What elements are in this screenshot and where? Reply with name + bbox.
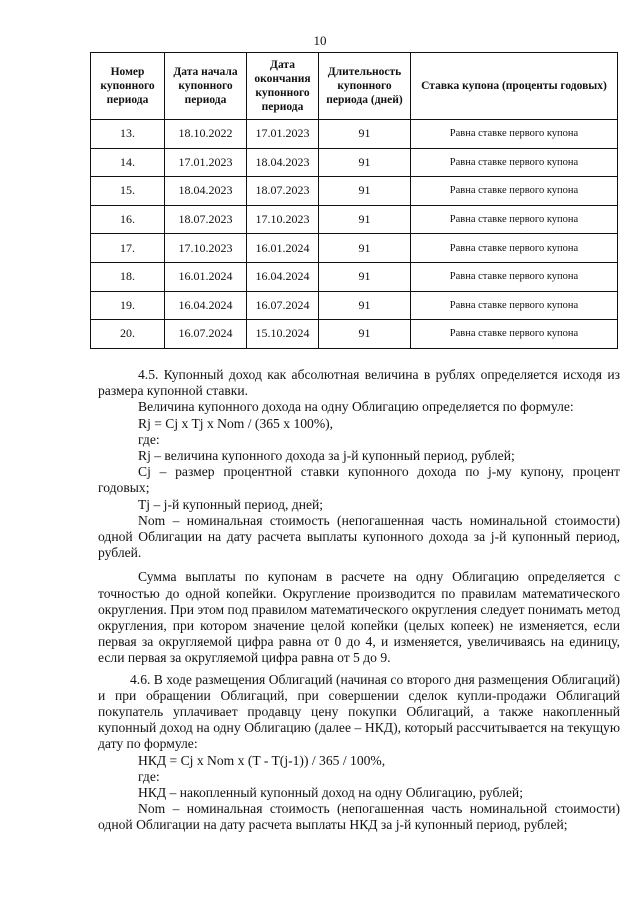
table-row: [91, 120, 618, 149]
cell-duration: 91: [319, 291, 411, 320]
definition-nkd: НКД – накопленный купонный доход на одну Облигацию, рублей;: [138, 785, 523, 801]
cell-end-date: 17.01.2023: [247, 120, 319, 149]
definition-cj: Cj – размер процентной ставки купонного дохода по j-му купону, процент годовых;: [98, 464, 620, 496]
cell-coupon-rate: Равна ставке первого купона: [411, 148, 618, 177]
cell-duration: 91: [319, 320, 411, 349]
coupon-schedule-table: [90, 52, 618, 349]
header-start-date: Дата начала купонного периода: [165, 53, 247, 120]
cell-duration: 91: [319, 234, 411, 263]
table-row: [91, 234, 618, 263]
paragraph-4-5: 4.5. Купонный доход как абсолютная величина в рублях определяется исходя из размера купонной ставки.: [98, 367, 620, 399]
cell-end-date: 16.07.2024: [247, 291, 319, 320]
cell-start-date: 18.04.2023: [165, 177, 247, 206]
cell-period-number: 16.: [91, 205, 165, 234]
cell-start-date: 17.10.2023: [165, 234, 247, 263]
cell-end-date: 18.07.2023: [247, 177, 319, 206]
table-row: [91, 177, 618, 206]
cell-period-number: 20.: [91, 320, 165, 349]
cell-period-number: 14.: [91, 148, 165, 177]
cell-start-date: 18.10.2022: [165, 120, 247, 149]
definition-rj: Rj – величина купонного дохода за j-й купонный период, рублей;: [138, 448, 515, 464]
cell-end-date: 18.04.2023: [247, 148, 319, 177]
cell-end-date: 16.01.2024: [247, 234, 319, 263]
cell-duration: 91: [319, 120, 411, 149]
cell-end-date: 17.10.2023: [247, 205, 319, 234]
cell-period-number: 17.: [91, 234, 165, 263]
paragraph-formula-intro: Величина купонного дохода на одну Облигацию определяется по формуле:: [138, 399, 574, 415]
where-label: где:: [138, 431, 160, 447]
body-text: [98, 367, 620, 834]
cell-duration: 91: [319, 177, 411, 206]
paragraph-4-6: 4.6. В ходе размещения Облигаций (начиная со второго дня размещения Облигаций) и при обращении Облигаций, при совершении сделок купли-продажи Облигаций покупатель уплачивает продавцу цену покупки Облигаций, а также накопленный купонный доход на одну Облигацию (далее – НКД), который рассчитывается на текущую дату по формуле:: [98, 671, 620, 752]
header-period-number: Номер купонного периода: [91, 53, 165, 120]
table-row: [91, 291, 618, 320]
cell-coupon-rate: Равна ставке первого купона: [411, 320, 618, 349]
cell-start-date: 16.04.2024: [165, 291, 247, 320]
cell-start-date: 16.01.2024: [165, 262, 247, 291]
cell-coupon-rate: Равна ставке первого купона: [411, 205, 618, 234]
cell-start-date: 16.07.2024: [165, 320, 247, 349]
page-number: 10: [313, 33, 327, 48]
cell-end-date: 15.10.2024: [247, 320, 319, 349]
cell-coupon-rate: Равна ставке первого купона: [411, 262, 618, 291]
table-row: [91, 262, 618, 291]
cell-coupon-rate: Равна ставке первого купона: [411, 177, 618, 206]
cell-coupon-rate: Равна ставке первого купона: [411, 120, 618, 149]
paragraph-rounding: Сумма выплаты по купонам в расчете на одну Облигацию определяется с точностью до одной копейки. Округление производится по правилам математического округления. При этом под правилом математического округления следует понимать метод округления, при котором значение целой копейки (целых копеек) не изменяется, если первая за округляемой цифра равна от 0 до 4, и изменяется, увеличиваясь на единицу, если первая за округляемой цифра равна от 5 до 9.: [98, 569, 620, 666]
formula-nkd: НКД = Cj x Nom x (T - T(j-1)) / 365 / 100%,: [138, 752, 386, 768]
cell-duration: 91: [319, 205, 411, 234]
table-row: [91, 148, 618, 177]
definition-nom: Nom – номинальная стоимость (непогашенная часть номинальной стоимости) одной Облигации на дату расчета выплаты купонного дохода за j-й купонный период, рублей.: [98, 512, 620, 561]
cell-period-number: 15.: [91, 177, 165, 206]
cell-start-date: 18.07.2023: [165, 205, 247, 234]
cell-coupon-rate: Равна ставке первого купона: [411, 234, 618, 263]
cell-duration: 91: [319, 262, 411, 291]
header-coupon-rate: Ставка купона (проценты годовых): [411, 53, 618, 120]
header-end-date: Дата окончания купонного периода: [247, 53, 319, 120]
table-row: [91, 205, 618, 234]
formula-rj: Rj = Cj x Tj x Nom / (365 x 100%),: [138, 415, 334, 431]
table-header-row: [91, 53, 618, 120]
where-label-2: где:: [138, 768, 160, 784]
cell-duration: 91: [319, 148, 411, 177]
table-row: [91, 320, 618, 349]
cell-end-date: 16.04.2024: [247, 262, 319, 291]
header-duration: Длительность купонного периода (дней): [319, 53, 411, 120]
definition-tj: Tj – j-й купонный период, дней;: [138, 496, 324, 512]
cell-period-number: 18.: [91, 262, 165, 291]
definition-nom-2: Nom – номинальная стоимость (непогашенная часть номинальной стоимости) одной Облигации на дату расчета выплаты НКД за j-й купонный период, рублей;: [98, 801, 620, 833]
cell-period-number: 13.: [91, 120, 165, 149]
cell-period-number: 19.: [91, 291, 165, 320]
cell-coupon-rate: Равна ставке первого купона: [411, 291, 618, 320]
cell-start-date: 17.01.2023: [165, 148, 247, 177]
